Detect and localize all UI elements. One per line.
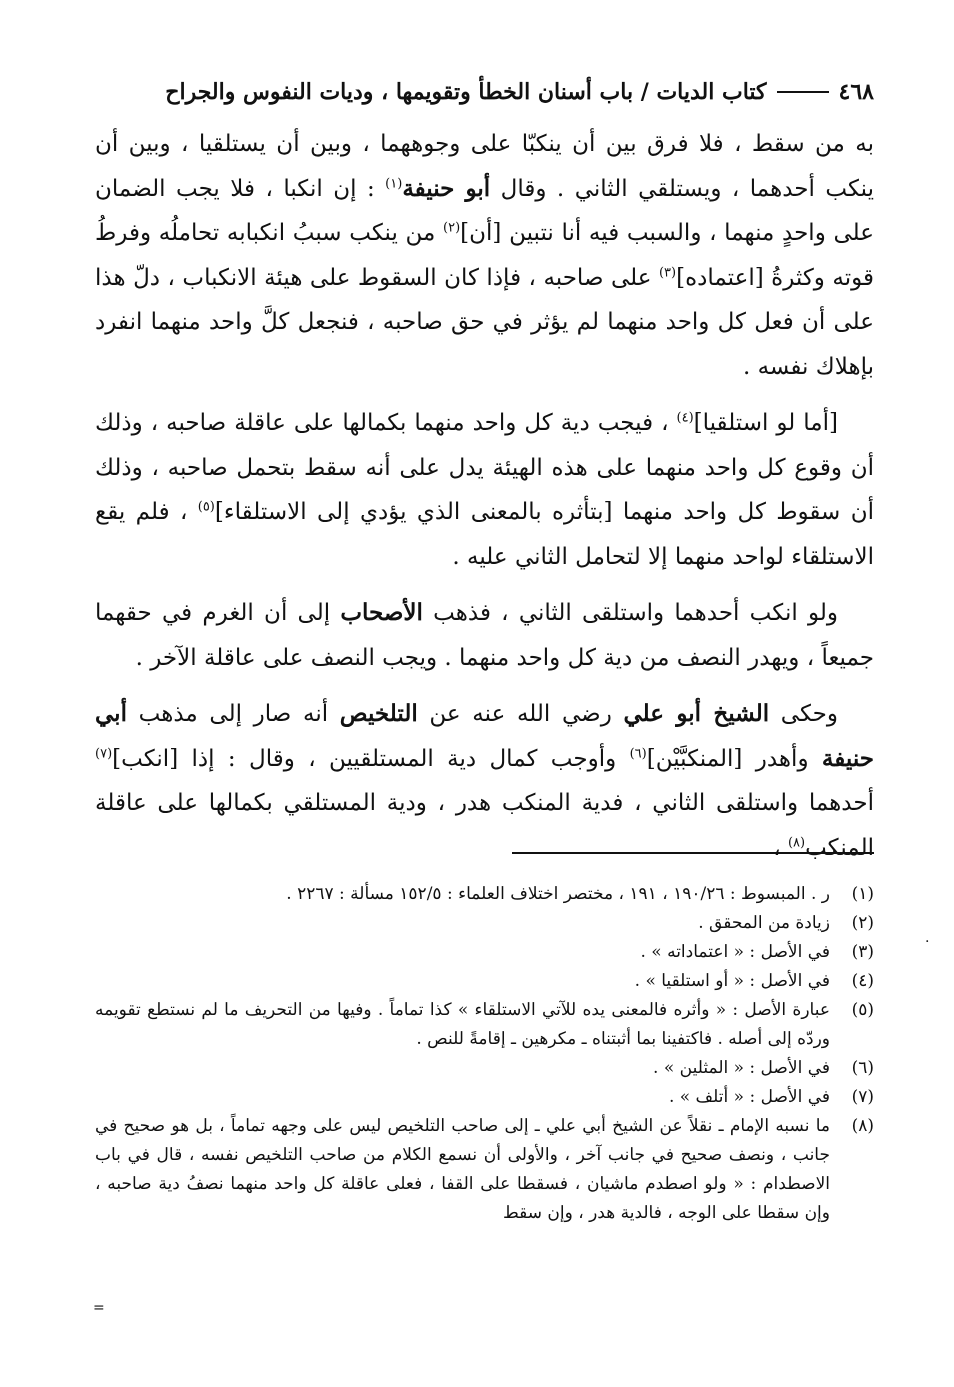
footnote-text: في الأصل : « المثلين » .: [653, 1058, 830, 1078]
text-run: رضي الله عنه عن: [417, 701, 624, 727]
header-rule: [777, 91, 829, 93]
text-run: وأوجب كمال دية المستلقيين ، وقال : إذا [انكب]: [112, 745, 630, 772]
bold-name: التلخيص: [339, 700, 418, 727]
footnotes: [95, 880, 874, 1228]
paragraph: [95, 122, 874, 389]
margin-dot: .: [925, 930, 930, 946]
footnote-ref: (٥): [197, 499, 215, 515]
footnote-ref: (٨): [787, 834, 806, 850]
footnote-ref: (٤): [676, 410, 694, 426]
footnote: [95, 1083, 874, 1112]
text-run: وأهدر [المنكبَّيْن]: [646, 745, 822, 772]
footnote-text: في الأصل : « أو استلقيا » .: [634, 971, 830, 991]
bold-name: الشيخ أبو علي: [623, 700, 770, 727]
footnote-number: (٧): [851, 1087, 874, 1107]
bold-name: الأصحاب: [340, 599, 423, 626]
footnote-text: في الأصل : « أتلف » .: [668, 1087, 830, 1107]
text-run: به من سقط ، فلا فرق بين أن ينكبّا على وجوههما ، وبين أن يستلقيا ، وبين أن ينكب أحدهما ، ويستلقي الثاني . وقال: [95, 131, 874, 202]
footnote: [95, 880, 874, 909]
bold-name: أبي حنيفة: [95, 700, 874, 772]
footnote-number: (٨): [851, 1116, 874, 1136]
footnote: [95, 1112, 874, 1228]
main-text: [95, 122, 874, 882]
header-title: كتاب الديات / باب أسنان الخطأ وتقويمها ، وديات النفوس والجراح: [165, 79, 767, 105]
footnote-number: (١): [851, 884, 874, 904]
footnote: [95, 909, 874, 938]
bold-name: أبو حنيفة: [402, 174, 491, 202]
paragraph: [95, 401, 874, 579]
text-run: ،: [773, 834, 788, 861]
running-header: [95, 72, 874, 112]
footnote-number: (٣): [851, 942, 874, 962]
footnote-separator: [512, 852, 874, 854]
footnote: [95, 938, 874, 967]
paragraph: [95, 692, 874, 870]
footnote-number: (٦): [851, 1058, 874, 1078]
text-run: من ينكب سببُ انكبابه تحاملُه وفرطُ قوته وكثرةُ [اعتماده]: [95, 220, 874, 291]
footnote: [95, 1054, 874, 1083]
footnote-number: (٤): [851, 971, 874, 991]
footnote-number: (٢): [851, 913, 874, 933]
footnote: [95, 996, 874, 1054]
text-run: ، فيجب دية كل واحد منهما بكمالها على عاقلة صاحبه ، وذلك أن وقوع كل واحد منهما على هذه الهيئة يدل على أنه سقط بتحمل صاحبه ، وذلك أن سقوط كل واحد منهما [بتأثره بالمعنى الذي يؤدي إلى الاستلقاء]: [95, 410, 874, 525]
text-run: [أما لو استلقيا]: [693, 410, 838, 436]
text-run: ، فلم يقع الاستلقاء لواحد منهما إلا لتحامل الثاني عليه .: [95, 499, 874, 570]
page-number: ٤٦٨: [838, 79, 874, 105]
footnote-ref: (٣): [658, 264, 677, 280]
footnote-number: (٥): [851, 1000, 874, 1020]
footnote-ref: (٧): [95, 745, 113, 761]
paragraph: [95, 591, 874, 680]
footnote: [95, 967, 874, 996]
text-run: إلى أن الغرم في حقهما جميعاً ، ويهدر النصف من دية كل واحد منهما . ويجب النصف على عاقلة الآخر .: [95, 600, 874, 671]
text-run: أحدهما واستلقى الثاني ، فدية المنكب هدر ، ودية المستلقي بكمالها على عاقلة المنكب: [95, 790, 874, 861]
footnote-ref: (٦): [629, 745, 647, 761]
footnote-text: ر . المبسوط : ١٩٠/٢٦ ، ١٩١ ، مختصر اختلاف العلماء : ١٥٢/٥ مسألة : ٢٢٦٧ .: [286, 884, 830, 904]
footnote-text: في الأصل : « اعتماداته » .: [640, 942, 830, 962]
text-run: : إن انكبا ، فلا يجب الضمان على واحدٍ منهما ، والسبب فيه أنا نتبين [أن]: [95, 175, 874, 246]
footnote-ref: (٢): [443, 220, 461, 236]
footnote-text: زيادة من المحقق .: [698, 913, 830, 933]
text-run: ولو انكب أحدهما واستلقى الثاني ، فذهب: [422, 600, 838, 626]
footnote-text: ما نسبه الإمام ـ نقلاً عن الشيخ أبي علي ـ إلى صاحب التلخيص ليس على وجهه تماماً ، بل هو صحيح في جانب ، ونصف صحيح في جانب آخر ، والأولى أن نسمع الكلام من صاحب التلخيص نفسه ، قال في باب الاصطدام : « ولو اصطدم ماشيان ، فسقطا على القفا ، فعلى عاقلة كل واحد منهما نصفُ دية صاحبه ، وإن سقطا على الوجه ، فالدية هدر ، وإن سقط: [95, 1116, 830, 1223]
continuation-mark: =: [93, 1300, 105, 1316]
text-run: أنه صار إلى مذهب: [126, 701, 340, 727]
text-run: وحكى: [769, 701, 838, 727]
footnote-ref: (١): [385, 175, 403, 191]
text-run: على صاحبه ، فإذا كان السقوط على هيئة الانكباب ، دلّ هذا على أن فعل كل واحد منهما لم يؤثر في حق صاحبه ، فنجعل كلَّ واحد منهما انفرد بإهلاك نفسه .: [95, 264, 874, 380]
footnote-text: عبارة الأصل : « وأثره فالمعنى يده للآتي الاستلقاء » كذا تماماً . وفيها من التحريف ما لم نستطع تقويمه وردّه إلى أصله . فاكتفينا بما أثبتناه ـ مكرهين ـ إقامةً للنص .: [95, 1000, 830, 1049]
